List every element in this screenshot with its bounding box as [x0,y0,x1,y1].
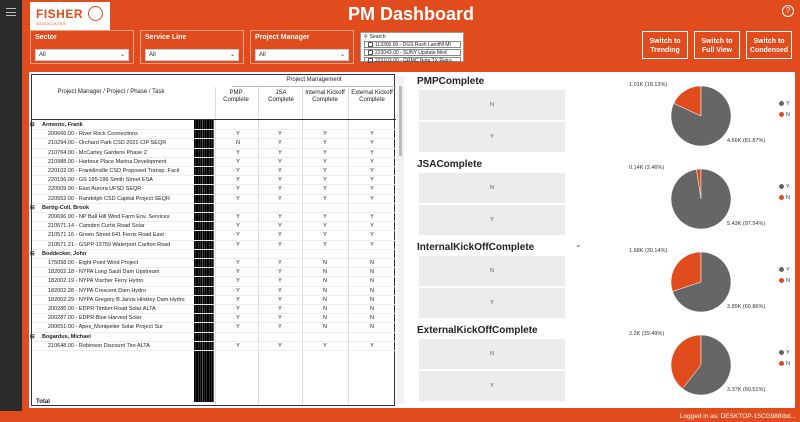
chevron-down-icon[interactable]: ⌄ [575,240,582,249]
section-externalkickoffcomplete [417,325,797,409]
cell-ext: Y [370,140,374,147]
category-box-y[interactable]: Y [419,288,565,318]
sector-dropdown-value: All [39,52,46,58]
cell-ext: Y [370,241,374,248]
cell-pmp: Y [236,168,240,174]
cell-jsa: Y [278,140,282,147]
checkbox[interactable] [368,42,373,47]
search-icon: ⚲ [364,34,368,40]
page-title: PM Dashboard [347,4,475,24]
cell-ext: N [370,278,374,285]
cell-int: N [323,315,327,322]
cell-int: Y [323,232,327,239]
cell-ext: N [370,306,374,312]
logo-subtext: ASSOCIATES [36,21,67,26]
cell-int: Y [323,149,327,156]
table-row[interactable] [32,213,396,222]
cell-int: N [323,287,327,294]
legend-label-n: N [786,195,790,201]
table-row[interactable] [32,314,396,323]
cell-pmp: Y [236,158,240,165]
search-item-label: 223103.00 - GRMC Note TX Retro [375,58,452,64]
table-group-row[interactable] [32,250,396,259]
cell-pmp: Y [236,342,240,349]
project-name: 200287.00 - EDPR Blue Harvest Solar [48,315,142,322]
table-scrollbar-thumb[interactable] [399,86,402,156]
expand-collapse-icon[interactable]: ⊟ [30,204,35,211]
table-row[interactable] [32,231,396,240]
search-placeholder: Search [369,34,386,40]
cell-jsa: Y [278,232,282,239]
chevron-down-icon: ⌄ [229,52,235,58]
project-name: 175058.00 - Eight Point Wind Project [48,260,139,266]
cell-int: Y [323,195,327,202]
checkbox[interactable] [368,50,373,55]
table-row[interactable] [32,342,396,351]
legend-dot-n [779,112,784,117]
cell-ext: Y [370,342,374,349]
col-header-internal[interactable]: Internal Kickoff Complete [305,90,345,103]
pie-label-n: 0.14K (2.46%) [629,165,665,171]
manager-name: Boddecker, John [42,250,87,257]
search-input[interactable] [361,33,463,41]
project-name: 220552.00 - Randolph CSD Capital Project SEQR [48,195,170,202]
project-name: 210988.00 - Harbour Place Marina Development [48,158,167,165]
legend-dot-n [779,195,784,200]
section-title: PMPComplete [417,76,485,87]
table-row[interactable] [32,241,396,250]
legend-item-y[interactable] [779,350,790,356]
table-total-row: Total [36,399,50,405]
legend-dot-y [779,350,784,355]
cell-pmp: Y [236,149,240,156]
pie-svg [629,325,797,409]
pie-label-y: 3.89K (69.86%) [727,304,766,310]
cell-int: N [323,296,327,303]
project-name: 200696.00 - NP Ball Hill Wind Farm Env. Services [48,214,170,220]
status-bar: Logged in as: DESKTOP-15CG988\bd... [0,411,800,422]
pie-legend [779,101,790,118]
hamburger-menu-icon[interactable] [6,8,16,16]
legend-item-y[interactable] [779,101,790,107]
pie-label-y: 4.56K (81.87%) [727,138,766,144]
pie-chart [629,159,797,243]
project-name: 200666.00 - River Rock Connections [48,131,138,138]
project-management-group-header: Project Management [232,77,396,87]
legend-dot-n [779,361,784,366]
cell-pmp: Y [236,241,240,248]
cell-pmp: Y [236,278,240,285]
manager-name: Armento, Frank [42,122,83,128]
cell-pmp: Y [236,195,240,202]
legend-label-y: Y [786,101,790,107]
cell-pmp: Y [236,214,240,220]
cell-int: Y [323,168,327,174]
project-name: 220156.00 - GS 195-196 Smith Street ESA [48,177,153,184]
project-matrix-table [31,74,395,406]
project-manager-filter-label: Project Manager [255,34,310,41]
table-group-row[interactable] [32,204,396,213]
cell-int: N [323,324,327,331]
pie-chart [629,242,797,326]
section-jsacomplete [417,159,797,243]
cell-pmp: Y [236,315,240,322]
table-row[interactable] [32,323,396,332]
pie-legend [779,350,790,367]
project-name: 210571.21 - GSPP 13759 Waterport Carlton Road [48,241,171,248]
legend-label-n: N [786,361,790,367]
col-header-pmp[interactable]: PMP Complete [223,90,249,103]
cell-pmp: Y [236,306,240,312]
section-title: ExternalKickOffComplete [417,325,538,336]
cell-ext: N [370,287,374,294]
cell-int: Y [323,241,327,248]
cell-jsa: Y [278,287,282,294]
sector-filter [30,30,134,64]
help-icon[interactable]: ? [782,5,794,17]
cell-int: Y [323,131,327,138]
pie-label-y: 3.37K (60.51%) [727,387,766,393]
section-title: JSAComplete [417,159,483,170]
service-line-dropdown-value: All [149,52,156,58]
table-row[interactable] [32,167,396,176]
category-box-n[interactable]: N [419,90,565,120]
cell-ext: N [370,269,374,276]
pie-svg [629,242,797,326]
table-row[interactable] [32,149,396,158]
category-box-y[interactable]: Y [419,205,565,235]
category-box-n[interactable]: N [419,256,565,286]
pie-label-n: 2.2K (39.49%) [629,331,665,337]
project-name: 210294.00 - Orchard Park CSD 2021 CIP SEQR [48,140,167,147]
pie-svg [629,159,797,243]
cell-jsa: Y [278,296,282,303]
switch-to-trending-button[interactable]: Switch to Trending [642,31,688,59]
category-box-n[interactable]: N [419,173,565,203]
cell-pmp: Y [236,260,240,266]
service-line-filter-label: Service Line [145,34,187,41]
project-name: 200651.00 - Apex_Montpelier Solar Project Sur [48,324,163,331]
project-manager-filter [250,30,354,64]
cell-jsa: Y [278,149,282,156]
cell-jsa: Y [278,195,282,202]
project-name: 220509.00 - East Aurora UFSD SEQR [48,186,142,193]
cell-jsa: Y [278,214,282,220]
logo-text: FISHER [36,7,84,21]
sector-dropdown[interactable] [35,49,129,61]
expand-collapse-icon[interactable]: ⊟ [30,333,35,340]
switch-to-condensed-button[interactable]: Switch to Condensed [746,31,792,59]
table-row[interactable] [32,130,396,139]
legend-dot-n [779,278,784,283]
cell-pmp: Y [236,131,240,138]
pie-legend [779,184,790,201]
cell-ext: Y [370,186,374,193]
category-box-y[interactable]: Y [419,371,565,401]
cell-int: Y [323,177,327,184]
search-item-label: 223043.00 - SUNY Upstate Med [375,50,447,56]
cell-pmp: Y [236,223,240,230]
cell-jsa: Y [278,158,282,165]
cell-ext: N [370,260,374,266]
cell-pmp: Y [236,232,240,239]
search-list-item[interactable] [364,41,461,48]
cell-jsa: Y [278,131,282,138]
cell-ext: Y [370,232,374,239]
chevron-down-icon: ⌄ [119,52,125,58]
legend-label-n: N [786,112,790,118]
cell-ext: N [370,296,374,303]
legend-label-y: Y [786,184,790,190]
col-header-external[interactable]: External Kickoff Complete [351,90,393,103]
project-name: 200286.00 - EDPR Timber Road Solar ALTA [48,306,156,312]
legend-dot-y [779,101,784,106]
project-search-slicer [360,32,464,62]
dashboard-canvas [22,0,800,422]
legend-label-y: Y [786,350,790,356]
table-row[interactable] [32,176,396,185]
cell-int: Y [323,140,327,147]
legend-item-y[interactable] [779,184,790,190]
cell-jsa: Y [278,241,282,248]
table-row[interactable] [32,287,396,296]
cell-pmp: Y [236,296,240,303]
cell-pmp: Y [236,269,240,276]
table-row[interactable] [32,277,396,286]
table-row[interactable] [32,139,396,148]
table-row[interactable] [32,296,396,305]
cell-pmp: N [236,140,240,147]
switch-to-full-view-button[interactable]: Switch to Full View [694,31,740,59]
category-box-n[interactable]: N [419,339,565,369]
cell-pmp: Y [236,186,240,193]
table-row[interactable] [32,222,396,231]
cell-ext: Y [370,131,374,138]
pie-slice-y[interactable] [671,169,731,229]
table-group-row[interactable] [32,121,396,130]
legend-item-n[interactable] [779,361,790,367]
cell-ext: N [370,315,374,322]
report-content [29,72,795,408]
search-item-label: 113300.00 - DGS Rush Landfill MI [375,42,451,48]
legend-label-n: N [786,278,790,284]
cell-int: N [323,278,327,285]
cell-ext: Y [370,214,374,220]
table-row[interactable] [32,158,396,167]
cell-int: N [323,306,327,312]
table-row[interactable] [32,259,396,268]
cell-jsa: Y [278,306,282,312]
pie-chart [629,76,797,160]
service-line-filter [140,30,244,64]
section-pmpcomplete [417,76,797,160]
cell-jsa: Y [278,223,282,230]
legend-dot-y [779,267,784,272]
pie-label-n: 1.01K (18.13%) [629,82,668,88]
table-row[interactable] [32,195,396,204]
expand-collapse-icon[interactable]: ⊟ [30,122,35,128]
cell-int: Y [323,158,327,165]
header-divider [32,119,396,120]
category-box-y[interactable]: Y [419,122,565,152]
legend-item-n[interactable] [779,278,790,284]
expand-collapse-icon[interactable]: ⊟ [30,250,35,257]
col-header-jsa[interactable]: JSA Complete [268,90,294,103]
section-title: InternalKickOffComplete [417,242,535,253]
project-name: 182002.18 - NYPA Long Sault Dam Upstream [48,269,160,276]
cell-jsa: Y [278,168,282,174]
project-name: 210764.00 - McCartey Gardens Phase 2 [48,149,147,156]
cell-pmp: Y [236,287,240,294]
legend-item-y[interactable] [779,267,790,273]
cell-jsa: Y [278,269,282,276]
sector-filter-label: Sector [35,34,57,41]
search-list-item[interactable] [364,49,461,56]
cell-int: N [323,260,327,266]
pie-label-y: 5.43K (97.54%) [727,221,766,227]
table-group-row[interactable] [32,333,396,342]
pie-svg [629,76,797,160]
legend-item-n[interactable] [779,112,790,118]
cell-jsa: Y [278,260,282,266]
cell-ext: Y [370,168,374,174]
section-internalkickoffcomplete [417,242,797,326]
pie-legend [779,267,790,284]
service-line-dropdown[interactable] [145,49,239,61]
project-manager-dropdown[interactable] [255,49,349,61]
search-list-item[interactable] [364,57,461,62]
legend-dot-y [779,184,784,189]
cell-ext: Y [370,223,374,230]
cell-jsa: Y [278,324,282,331]
cell-ext: Y [370,195,374,202]
cell-int: Y [323,342,327,349]
project-name: 210571.16 - Green Street 641 Ferris Road East [48,232,164,239]
project-name: 210648.00 - Robinson Discount Tire ALTA [48,342,150,349]
checkbox[interactable] [368,58,373,63]
project-name: 182002.19 - NYPA Vischer Ferry Hydro [48,278,144,285]
col-header-main[interactable]: Project Manager / Project / Phase / Task [57,89,165,95]
table-row[interactable] [32,268,396,277]
project-name: 210571.14 - Camden Curtis Road Solar [48,223,145,230]
left-nav-strip [0,0,22,422]
cell-int: N [323,269,327,276]
cell-jsa: Y [278,186,282,193]
legend-item-n[interactable] [779,195,790,201]
table-row[interactable] [32,305,396,314]
cell-jsa: Y [278,342,282,349]
cell-ext: Y [370,177,374,184]
cell-jsa: Y [278,278,282,285]
manager-name: Bogardus, Michael [42,333,91,340]
table-row[interactable] [32,185,396,194]
project-name: 182002.28 - NYPA Crescent Dam Hydro [48,287,147,294]
chevron-down-icon: ⌄ [339,52,345,58]
cell-ext: N [370,324,374,331]
pie-label-n: 1.68K (30.14%) [629,248,668,254]
manager-name: Bertig-Coll, Brook [42,204,90,211]
pie-chart [629,325,797,409]
cell-jsa: Y [278,177,282,184]
project-name: 182002.29 - NYPA Gregory B Jarvis Hinkley Dam Hydro [48,296,185,303]
legend-label-y: Y [786,267,790,273]
cell-int: Y [323,186,327,193]
cell-jsa: Y [278,315,282,322]
project-name: 220102.00 - Franklinville CSD Proposed Transp. Facil [48,168,180,174]
project-manager-dropdown-value: All [259,52,266,58]
cell-pmp: Y [236,177,240,184]
cell-pmp: Y [236,324,240,331]
cell-ext: Y [370,149,374,156]
cell-ext: Y [370,158,374,165]
cell-int: Y [323,214,327,220]
cell-int: Y [323,223,327,230]
